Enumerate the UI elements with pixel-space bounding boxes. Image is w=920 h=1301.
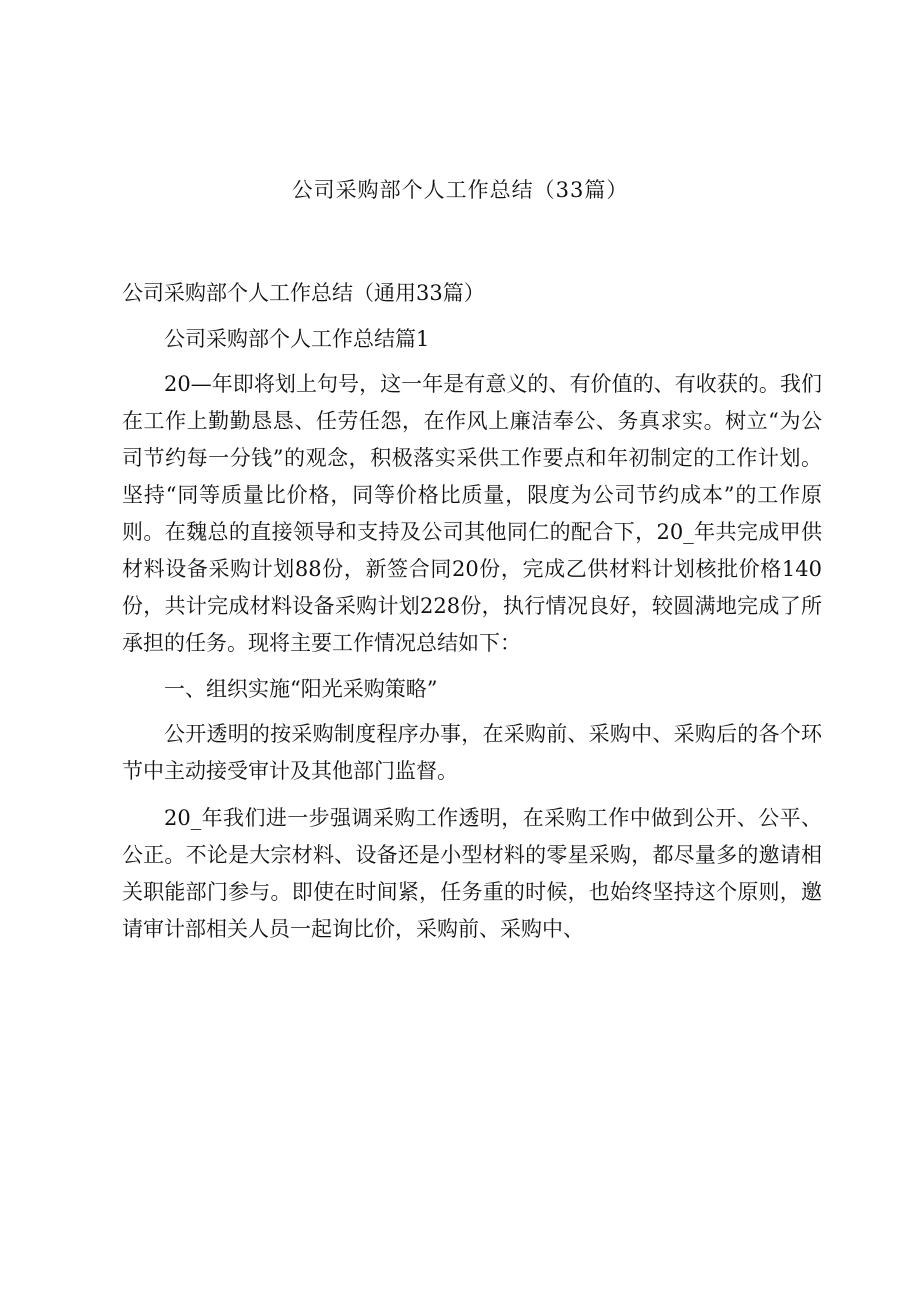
document-body bbox=[122, 274, 822, 948]
document-subtitle: 公司采购部个人工作总结（通用33篇） bbox=[122, 281, 485, 305]
section-heading: 一、组织实施“阳光采购策略” bbox=[164, 677, 438, 701]
paragraph-intro: 20—年即将划上句号，这一年是有意义的、有价值的、有收获的。我们在工作上勤勤恳恳、任劳任怨，在作风上廉洁奉公、务真求实。树立“为公司节约每一分钱”的观念，积极落实采供工作要点和年初制定的工作计划。坚持“同等质量比价格，同等价格比质量，限度为公司节约成本”的工作原则。在魏总的直接领导和支持及公司其他同仁的配合下，20_年共完成甲供材料设备采购计划88份，新签合同20份，完成乙供材料计划核批价格140份，共计完成材料设备采购计划228份，执行情况良好，较圆满地完成了所承担的任务。现将主要工作情况总结如下： bbox=[122, 372, 822, 655]
chapter-heading: 公司采购部个人工作总结篇1 bbox=[164, 327, 430, 351]
paragraph-transparency: 公开透明的按采购制度程序办事，在采购前、采购中、采购后的各个环节中主动接受审计及其他部门监督。 bbox=[122, 722, 822, 783]
paragraph-open-procurement: 20_年我们进一步强调采购工作透明，在采购工作中做到公开、公平、公正。不论是大宗材料、设备还是小型材料的零星采购，都尽量多的邀请相关职能部门参与。即使在时间紧，任务重的时候，也始终坚持这个原则，邀请审计部相关人员一起询比价，采购前、采购中、 bbox=[122, 806, 822, 941]
document-title: 公司采购部个人工作总结（33篇） bbox=[291, 178, 629, 202]
